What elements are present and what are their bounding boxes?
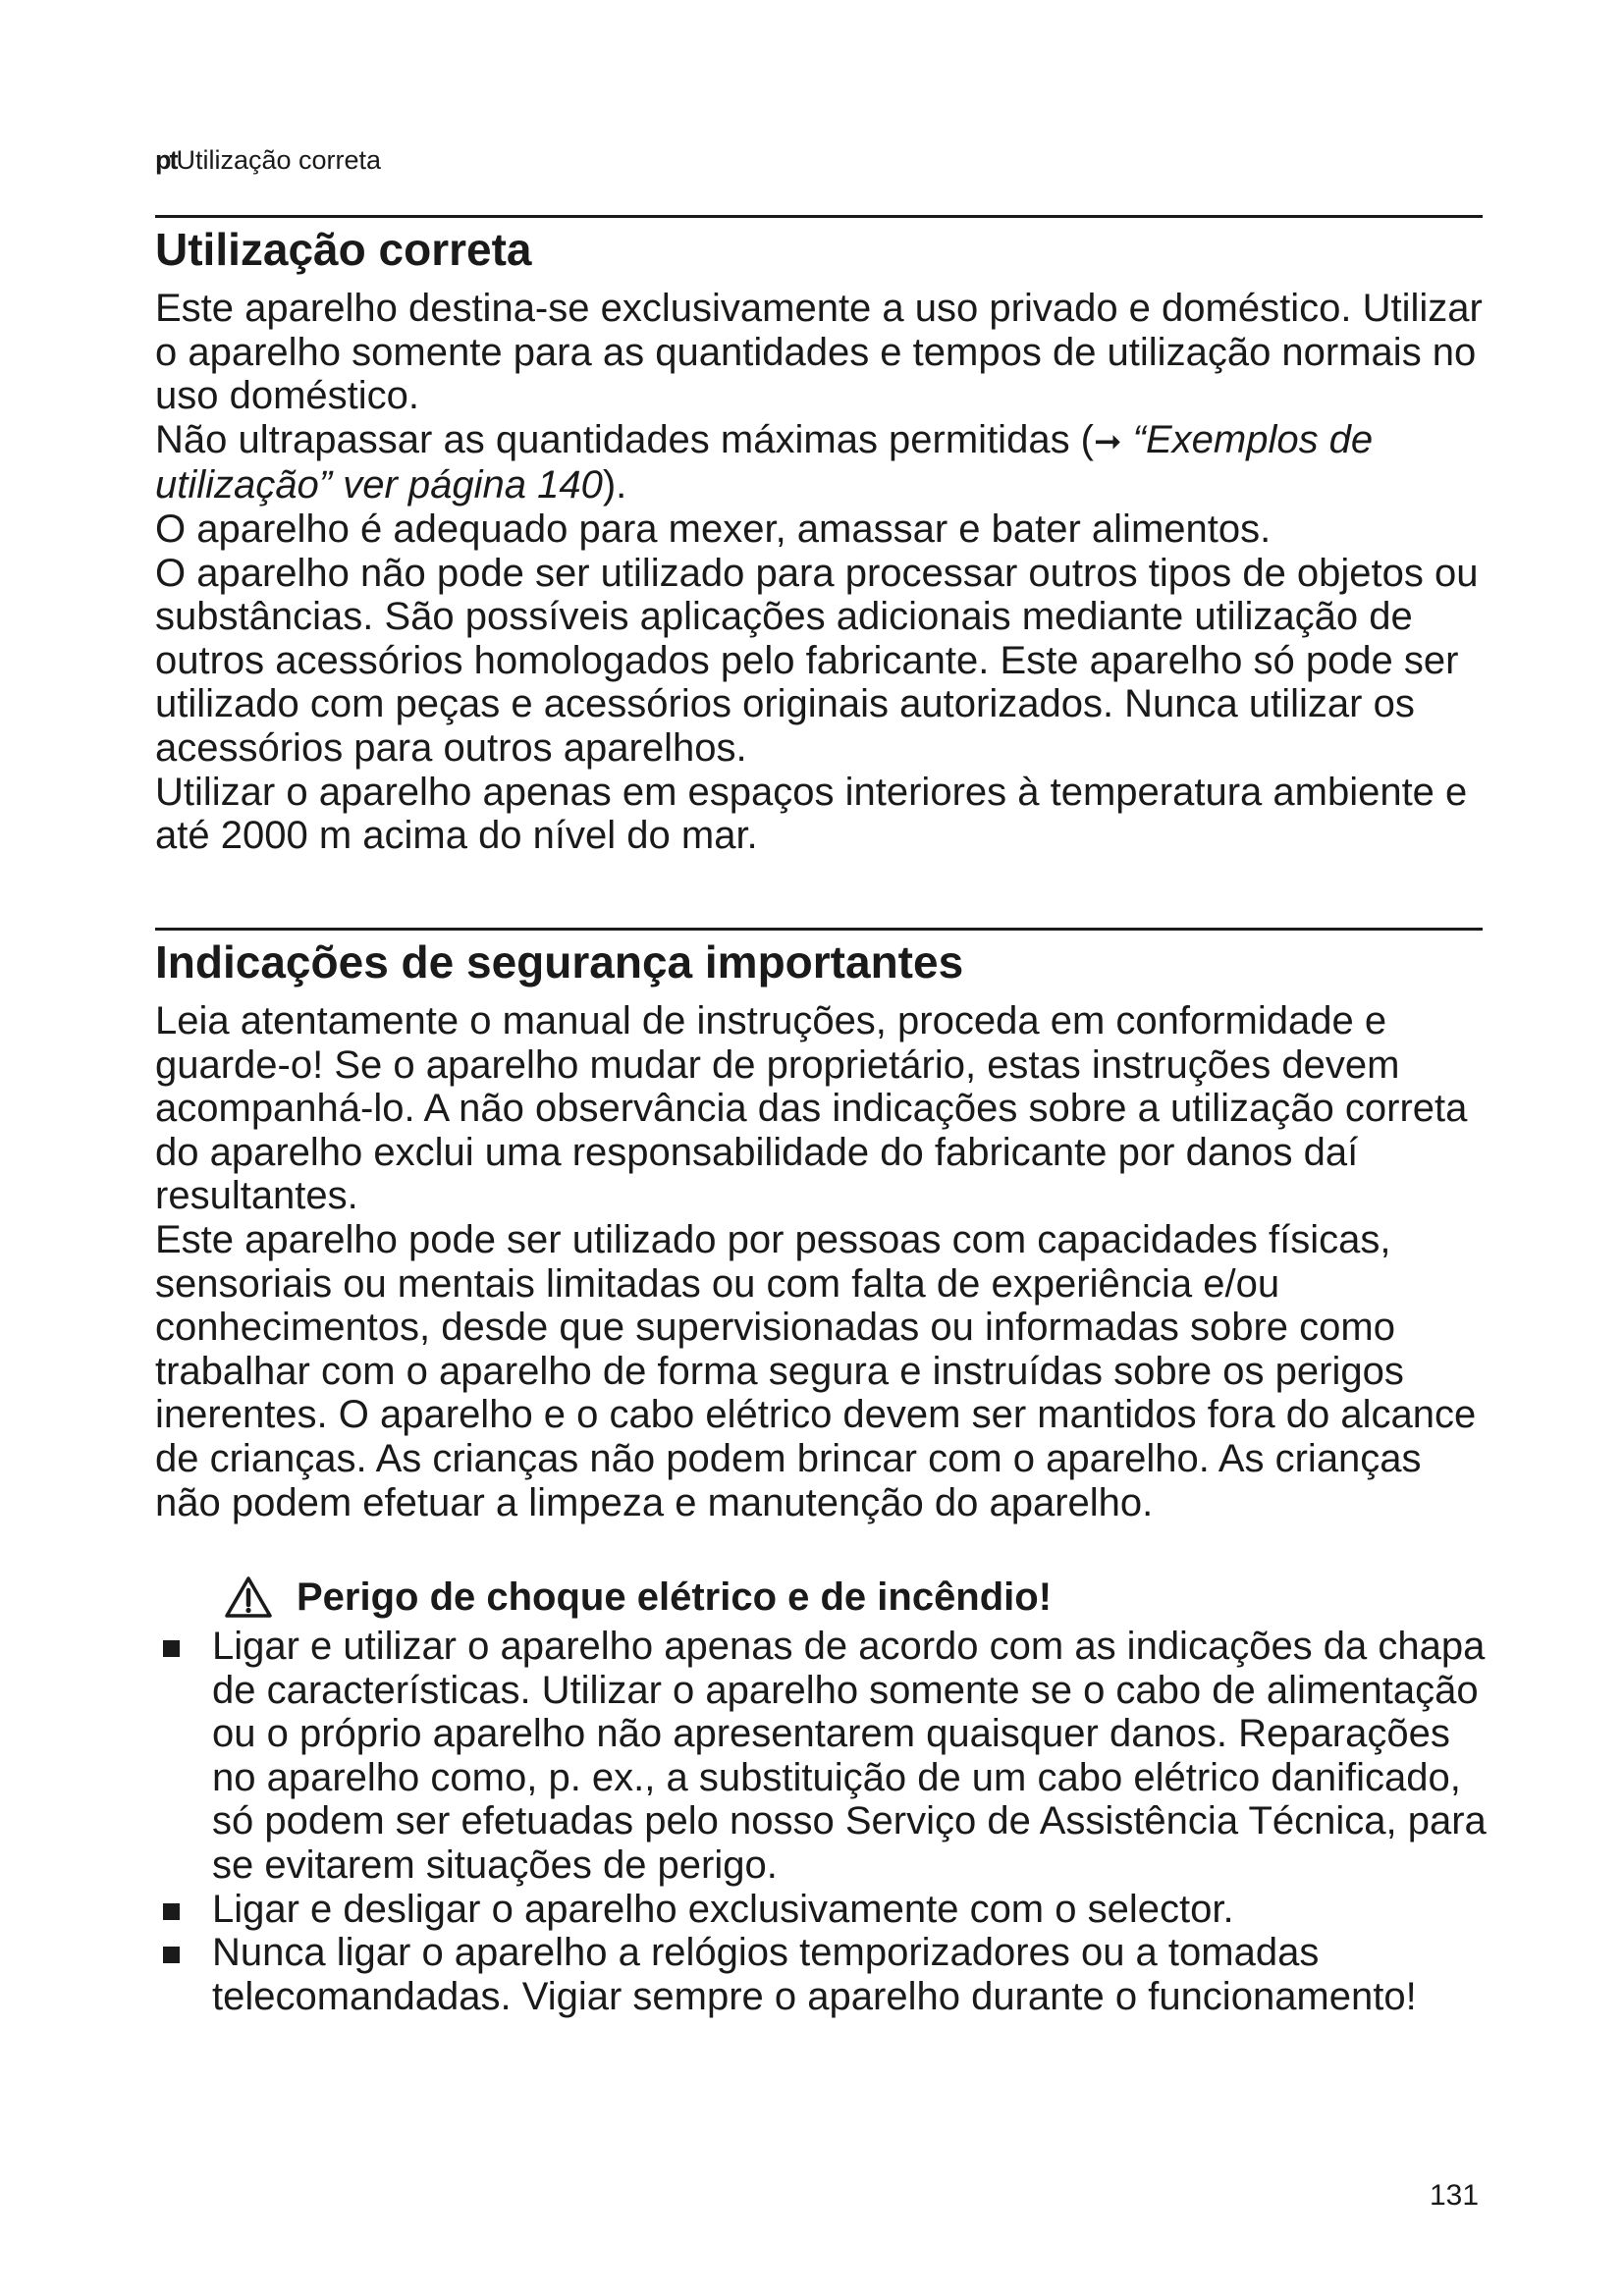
language-code: pt <box>155 145 177 175</box>
arrow-right-icon: ➞ <box>1094 421 1122 461</box>
list-item: Ligar e desligar o aparelho exclusivamente com o selector. <box>155 1888 1490 1932</box>
section-heading-correct-use: Utilização correta <box>155 224 532 275</box>
paragraph: Este aparelho destina-se exclusivamente a uso privado e doméstico. Utilizar o aparelho somente para as quantidades e tempos de utilização normais no uso doméstico. <box>155 287 1483 418</box>
warning-heading <box>224 1574 1052 1621</box>
paragraph: O aparelho não pode ser utilizado para processar outros tipos de objetos ou substâncias. São possíveis aplicações adicionais mediante utilização de outros acessórios homologados pelo fabricante. Este aparelho só pode ser utilizado com peças e acessórios originais autorizados. Nunca utilizar os acessórios para outros aparelhos. <box>155 551 1479 770</box>
bullet-square-icon <box>163 1947 180 1963</box>
paragraph: Leia atentamente o manual de instruções, proceda em conformidade e guarde-o! Se o aparelho mudar de proprietário, estas instruções devem acompanhá-lo. A não observância das indicações sobre a utilização correta do aparelho exclui uma responsabilidade do fabricante por danos daí resultantes. <box>155 999 1468 1218</box>
warning-text: Perigo de choque elétrico e de incêndio! <box>297 1575 1053 1619</box>
bullet-list <box>155 1625 1490 2018</box>
header-section-title: Utilização correta <box>176 145 382 175</box>
paragraph: O aparelho é adequado para mexer, amassar e bater alimentos. <box>155 507 1272 551</box>
paragraph-with-reference: Não ultrapassar as quantidades máximas permitidas (➞ “Exemplos de utilização” ver página 140). <box>155 417 1374 507</box>
list-item: Nunca ligar o aparelho a relógios temporizadores ou a tomadas telecomandadas. Vigiar sempre o aparelho durante o funcionamento! <box>155 1931 1490 2018</box>
warning-triangle-icon <box>224 1575 273 1619</box>
bullet-square-icon <box>163 1640 180 1657</box>
bullet-square-icon <box>163 1903 180 1920</box>
list-item: Ligar e utilizar o aparelho apenas de acordo com as indicações da chapa de características. Utilizar o aparelho somente se o cabo de alimentação ou o próprio aparelho não apresentarem quaisquer danos. Reparações no aparelho como, p. ex., a substituição de um cabo elétrico danificado, só podem ser efetuadas pelo nosso Serviço de Assistência Técnica, para se evitarem situações de perigo. <box>155 1625 1490 1888</box>
section-divider <box>155 215 1483 218</box>
page-reference-link[interactable]: “Exemplos de utilização” ver página 140 <box>155 417 1374 507</box>
section-body-safety <box>155 999 1490 1524</box>
page-number: 131 <box>1430 2179 1480 2212</box>
paragraph: Este aparelho pode ser utilizado por pessoas com capacidades físicas, sensoriais ou mentais limitadas ou com falta de experiência e/ou conhecimentos, desde que supervisionadas ou informadas sobre como trabalhar com o aparelho de forma segura e instruídas sobre os perigos inerentes. O aparelho e o cabo elétrico devem ser mantidos fora do alcance de crianças. As crianças não podem brincar com o aparelho. As crianças não podem efetuar a limpeza e manutenção do aparelho. <box>155 1217 1477 1524</box>
section-body-correct-use <box>155 287 1490 858</box>
section-heading-safety: Indicações de segurança importantes <box>155 936 964 988</box>
paragraph: Utilizar o aparelho apenas em espaços interiores à temperatura ambiente e até 2000 m acima do nível do mar. <box>155 770 1468 858</box>
section-divider <box>155 928 1483 931</box>
running-header <box>155 143 381 177</box>
